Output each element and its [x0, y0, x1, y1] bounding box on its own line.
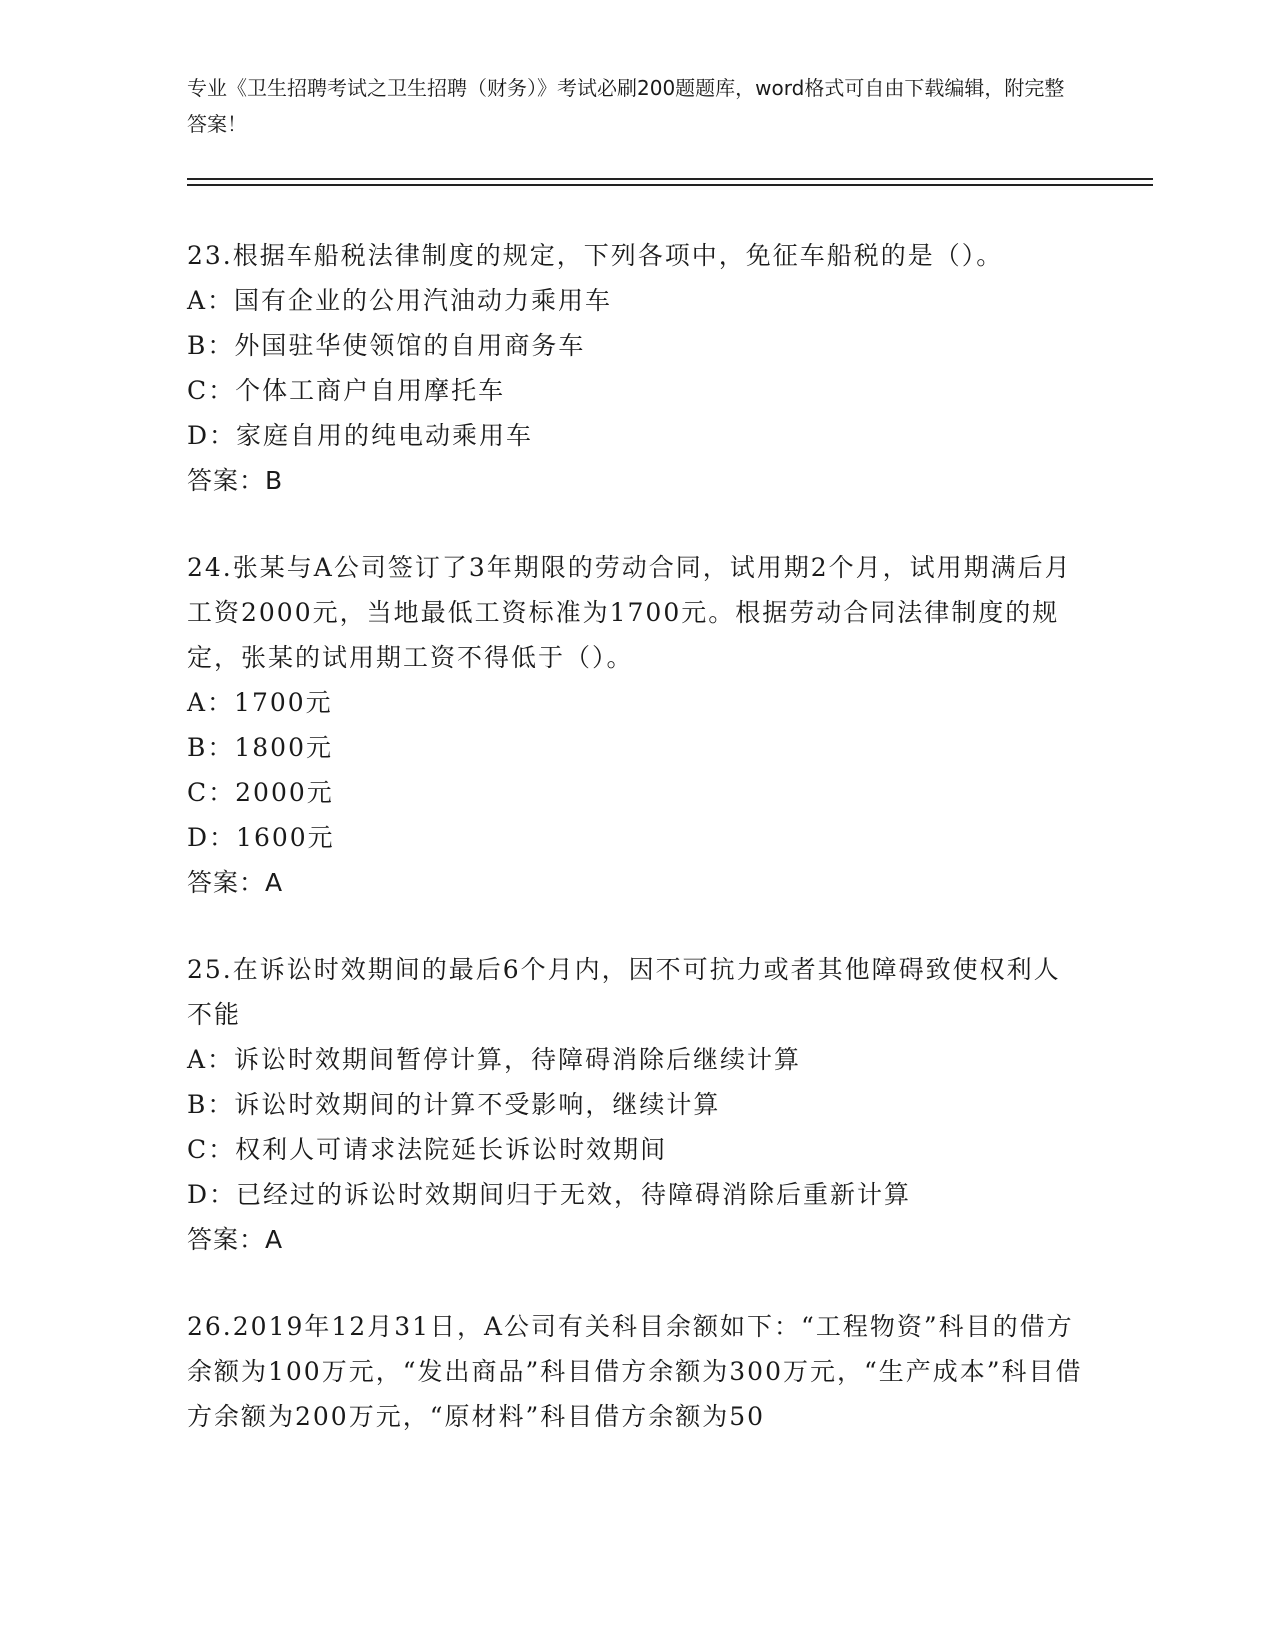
- header-divider-top: [187, 178, 1153, 180]
- option-d: D：已经过的诉讼时效期间归于无效，待障碍消除后重新计算: [187, 1180, 912, 1209]
- option-c: C：权利人可请求法院延长诉讼时效期间: [187, 1135, 668, 1164]
- option-c: C：个体工商户自用摩托车: [187, 376, 506, 405]
- option-b: B：1800元: [187, 733, 333, 762]
- question-23: [187, 233, 1087, 503]
- question-stem: 24.张某与A公司签订了3年期限的劳动合同，试用期2个月，试用期满后月工资2000元，当地最低工资标准为1700元。根据劳动合同法律制度的规定，张某的试用期工资不得低于（）。: [187, 553, 1072, 672]
- option-b: B：外国驻华使领馆的自用商务车: [187, 331, 586, 360]
- question-stem: 23.根据车船税法律制度的规定，下列各项中，免征车船税的是（）。: [187, 241, 1004, 270]
- option-c: C：2000元: [187, 778, 334, 807]
- header-divider-bottom: [187, 184, 1153, 186]
- option-a: A：1700元: [187, 688, 333, 717]
- option-d: D：家庭自用的纯电动乘用车: [187, 421, 534, 450]
- answer-line: 答案：A: [187, 1225, 284, 1254]
- document-header: 专业《卫生招聘考试之卫生招聘（财务）》考试必刷200题题库，word格式可自由下载编辑，附完整答案！: [187, 76, 1065, 136]
- question-stem: 25.在诉讼时效期间的最后6个月内，因不可抗力或者其他障碍致使权利人不能: [187, 955, 1061, 1029]
- question-stem: 26.2019年12月31日，A公司有关科目余额如下：“工程物资”科目的借方余额为100万元，“发出商品”科目借方余额为300万元，“生产成本”科目借方余额为200万元，“原材料”科目借方余额为50: [187, 1312, 1083, 1431]
- option-a: A：诉讼时效期间暂停计算，待障碍消除后继续计算: [187, 1045, 802, 1074]
- option-b: B：诉讼时效期间的计算不受影响，继续计算: [187, 1090, 721, 1119]
- option-d: D：1600元: [187, 823, 335, 852]
- question-25: [187, 947, 1087, 1262]
- question-26: [187, 1304, 1087, 1439]
- option-a: A：国有企业的公用汽油动力乘用车: [187, 286, 613, 315]
- answer-line: 答案：A: [187, 868, 284, 897]
- answer-line: 答案：B: [187, 466, 284, 495]
- question-list: [187, 233, 1087, 1481]
- question-24: [187, 545, 1087, 905]
